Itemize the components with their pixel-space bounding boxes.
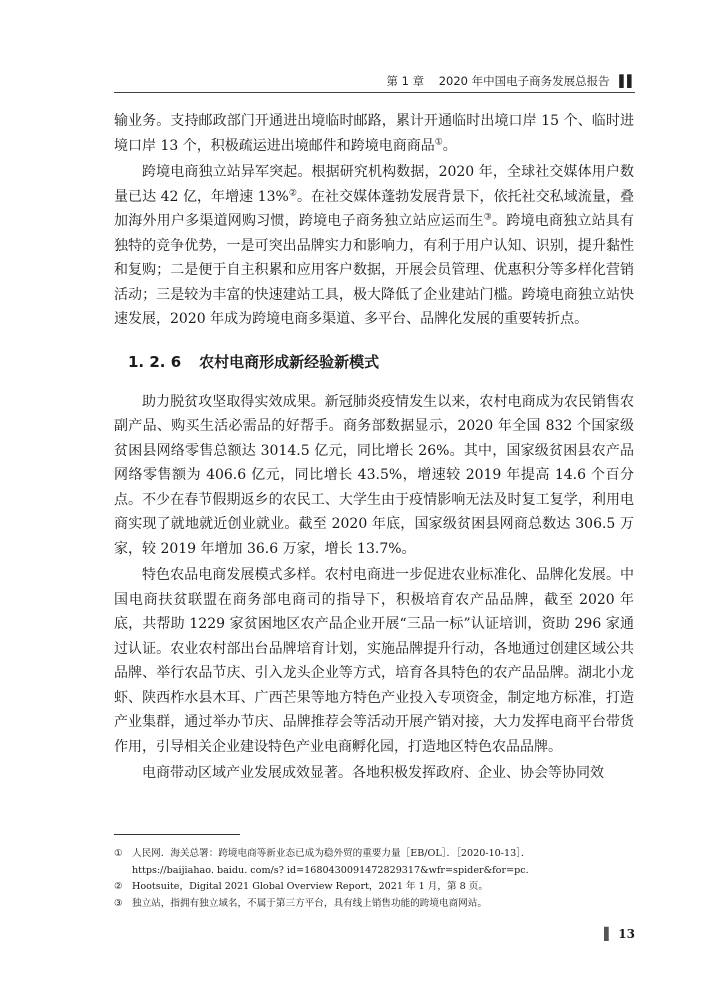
running-header [360, 73, 635, 93]
footnote-ref[interactable]: ① [434, 136, 443, 147]
footnote-item [114, 896, 634, 913]
paragraph: 输业务。支持邮政部门开通进出境临时邮路，累计开通临时出境口岸 15 个、临时进境口岸 13 个，积极疏运进出境邮件和跨境电商商品①。 [114, 113, 634, 154]
footnote-text: 人民网．海关总署：跨境电商等新业态已成为稳外贸的重要力量［EB/OL］．［2020-10-13］． [132, 848, 531, 859]
chapter-label: 第 1 章 [386, 74, 425, 88]
section-title: 农村电商形成新经验新模式 [199, 352, 380, 371]
footnote-mark: ① [114, 848, 123, 859]
paragraph: 跨境电商独立站异军突起。根据研究机构数据，2020 年，全球社交媒体用户数量已达 42 亿，年增速 13%②。在社交媒体蓬勃发展背景下，依托社交私域流量，叠加海外用户多渠道网购习惯，跨境电子商务独立站应运而生③。跨境电商独立站具有独特的竞争优势，一是可突出品牌实力和影响力，有利于用户认知、识别，提升黏性和复购；二是便于自主积累和应用客户数据，开展会员管理、优惠积分等多样化营销活动；三是较为丰富的快速建站工具，极大降低了企业建站门槛。跨境电商独立站快速发展，2020 年成为跨境电商多渠道、多平台、品牌化发展的重要转折点。 [114, 164, 635, 327]
section-number: 1. 2. 6 [128, 352, 182, 371]
footnote-item [114, 846, 634, 863]
header-title: 2020 年中国电子商务发展总报告 [438, 74, 610, 88]
footnote-rule [114, 834, 240, 835]
paragraph: 助力脱贫攻坚取得实效成果。新冠肺炎疫情发生以来，农村电商成为农民销售农副产品、购买生活必需品的好帮手。商务部数据显示，2020 年全国 832 个国家级贫困县网络零售总额达 3014.5 亿元，同比增长 26%。其中，国家级贫困县农产品网络零售额为 406.6 亿元，同比增长 43.5%，增速较 2019 年提高 14.6 个百分点。不少在春节假期返乡的农民工、大学生由于疫情影响无法及时复工复学，利用电商实现了就地就近创业就业。截至 2020 年底，国家级贫困县网商总数达 306.5 万家，较 2019 年增加 36.6 万家，增长 13.7%。 [114, 393, 634, 557]
footnote-text: 独立站，指拥有独立域名，不属于第三方平台，具有线上销售功能的跨境电商网站。 [132, 897, 487, 909]
paragraph: 电商带动区域产业发展成效显著。各地积极发挥政府、企业、协会等协同效 [142, 765, 604, 781]
section-heading [128, 351, 634, 373]
footnote-text: Hootsuite，Digital 2021 Global Overview Report，2021 年 1 月，第 8 页。 [132, 881, 488, 892]
body-text [114, 109, 634, 786]
page-number: ▌ 13 [604, 927, 635, 941]
paragraph: 特色农品电商发展模式多样。农村电商进一步促进农业标准化、品牌化发展。中国电商扶贫联盟在商务部电商司的指导下，积极培育农产品品牌，截至 2020 年底，共帮助 1229 家贫困地区农产品企业开展“三品一标”认证培训，资助 296 家通过认证。农业农村部出台品牌培育计划，实施品牌提升行动，各地通过创建区域公共品牌、举行农品节庆、引入龙头企业等方式，培育各具特色的农产品品牌。湖北小龙虾、陕西柞水县木耳、广西芒果等地方特色产业投入专项资金，制定地方标准，打造产业集群，通过举办节庆、品牌推荐会等活动开展产销对接，大力发挥电商平台带货作用，引导相关企业建设特色产业电商孵化园，打造地区特色农品品牌。 [114, 567, 634, 755]
footnote-url[interactable]: https://baijiahao. baidu. com/s? id=1680430091472829317&wfr=spider&for=pc. [132, 864, 529, 876]
page-bar-icon: ▌ [604, 927, 613, 941]
footnotes [114, 846, 634, 912]
footnote-mark: ③ [114, 897, 123, 909]
header-rule [114, 92, 635, 93]
footnote-mark: ② [114, 881, 123, 892]
footnote-item [114, 879, 634, 896]
header-bars-icon: ▌▌ [619, 74, 635, 88]
footnote-ref[interactable]: ② [288, 187, 297, 198]
footnote-ref[interactable]: ③ [483, 212, 493, 223]
